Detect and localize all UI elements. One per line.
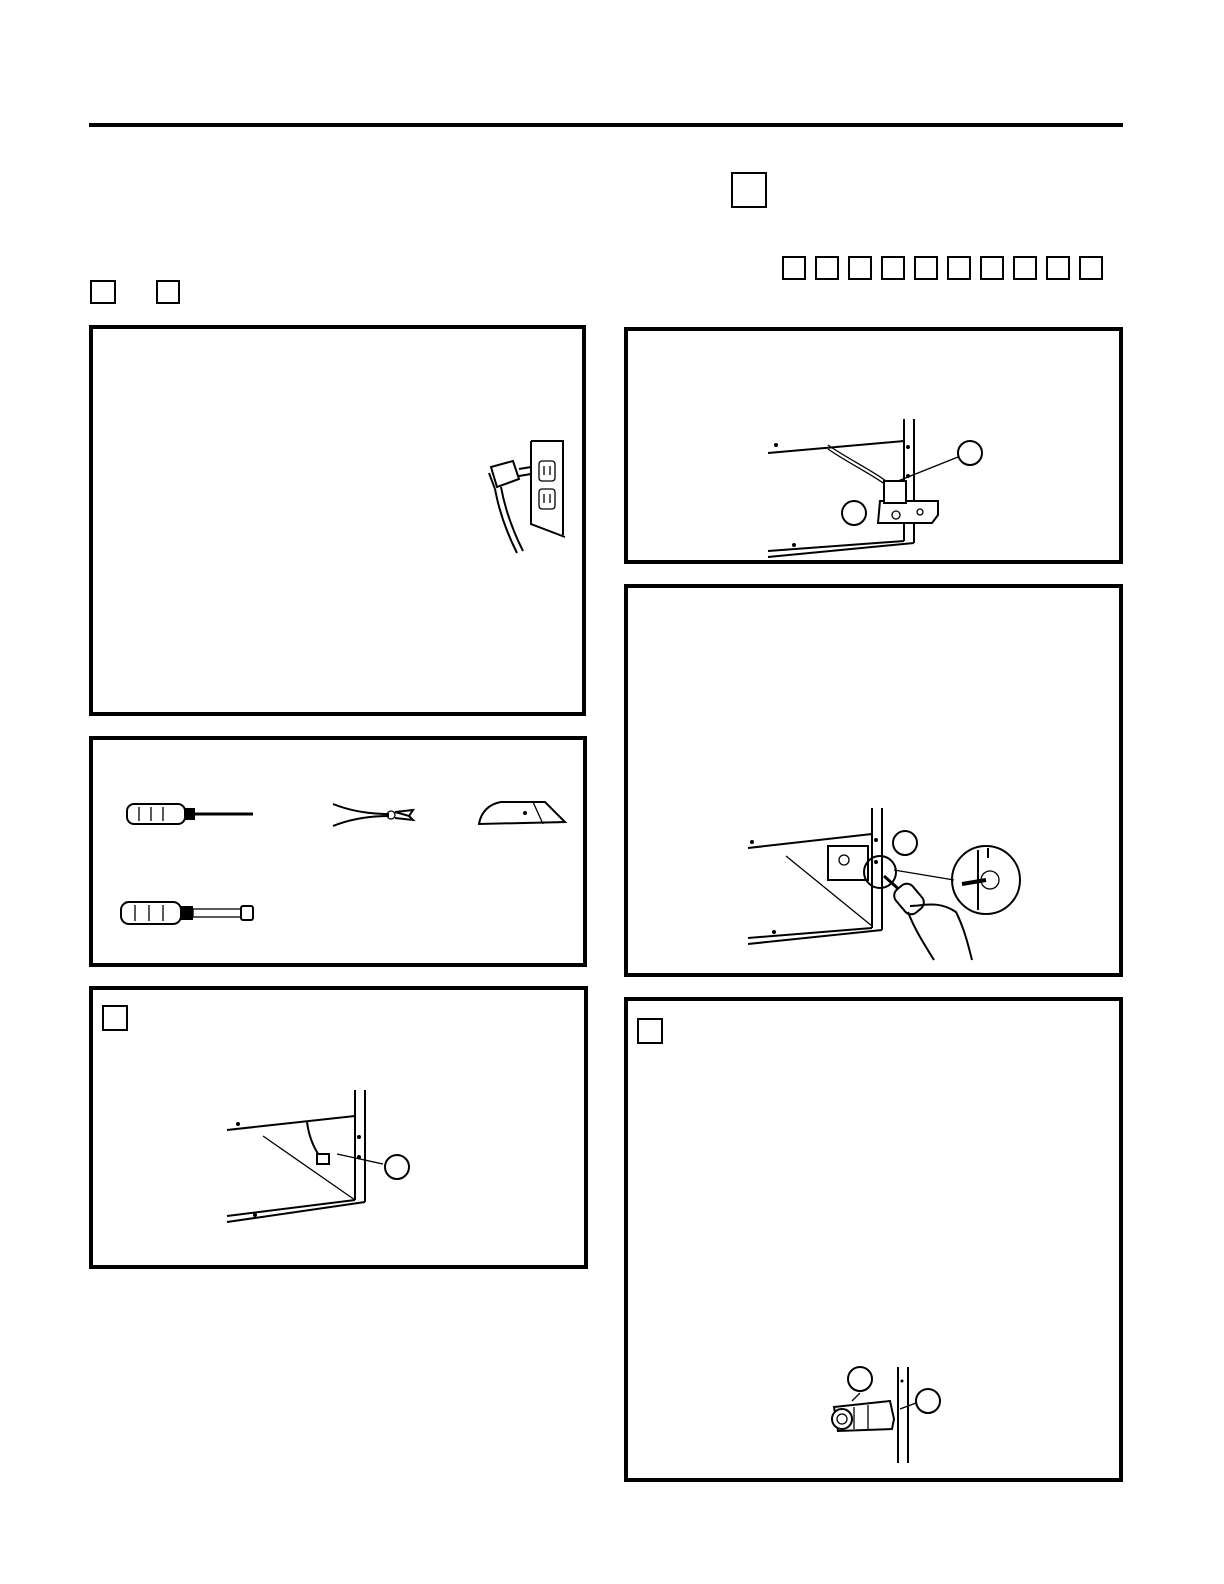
header-marker-box (731, 172, 767, 208)
pliers-icon (333, 804, 413, 826)
callout-circle-2 (842, 501, 866, 525)
callout-circle (893, 831, 917, 855)
plug-outlet-illustration (93, 329, 590, 720)
tools-illustration (93, 740, 591, 971)
tools-panel (89, 736, 587, 967)
hinge-wire-illustration (628, 331, 1127, 568)
step-a-panel (89, 986, 588, 1269)
hinge-wire-panel (624, 327, 1123, 564)
header-rule (89, 123, 1123, 127)
step-b-panel (624, 997, 1123, 1482)
ref-box-b (156, 280, 180, 304)
screwdriver-hinge-illustration (628, 588, 1127, 981)
callout-circle-1 (848, 1367, 872, 1391)
callout-circle (385, 1155, 409, 1179)
wire-connector-illustration (93, 990, 592, 1273)
callout-circle-2 (916, 1389, 940, 1413)
hinge-pin-illustration (628, 1001, 1127, 1486)
nut-driver-icon (121, 902, 253, 924)
flat-screwdriver-icon (127, 804, 253, 824)
callout-circle-1 (958, 441, 982, 465)
ref-box-a (90, 280, 116, 304)
disconnect-power-panel (89, 325, 586, 716)
utility-knife-icon (479, 802, 565, 824)
remove-screw-panel (624, 584, 1123, 977)
